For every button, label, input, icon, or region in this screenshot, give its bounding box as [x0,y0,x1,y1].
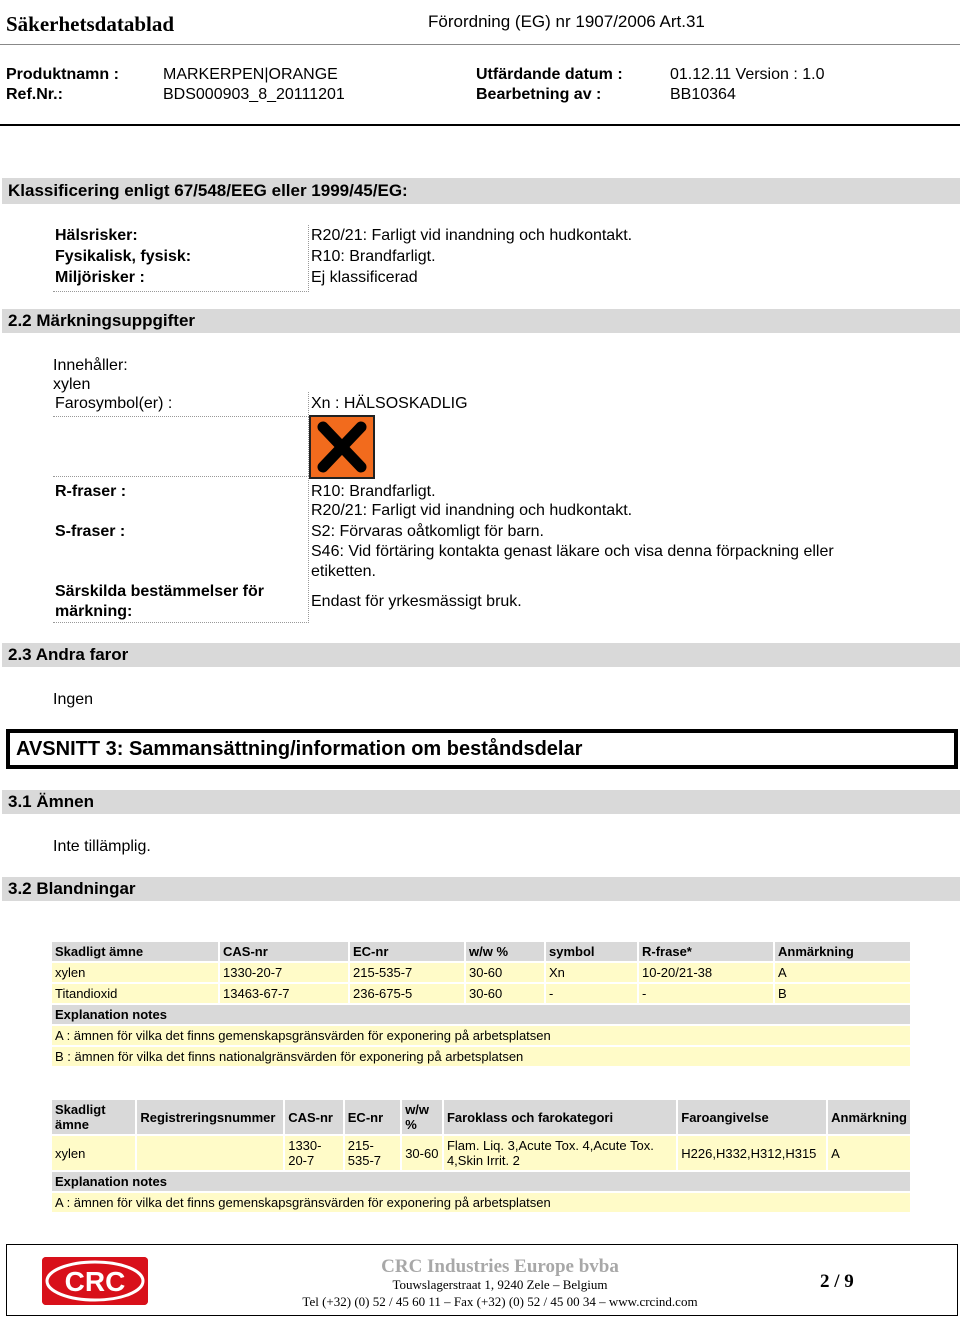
table-cell: 1330-20-7 [220,963,348,982]
col-header: symbol [546,942,637,961]
notes-heading: Explanation notes [52,1172,910,1191]
environment-risk-label: Miljörisker : [55,269,145,286]
col-header: EC-nr [345,1100,400,1134]
table-cell: - [546,984,637,1003]
meta-divider [0,124,960,126]
table-row [52,984,910,1003]
issue-date-label: Utfärdande datum : [476,66,623,83]
table-cell: xylen [52,963,218,982]
section-3-title: AVSNITT 3: Sammansättning/information om beståndsdelar [6,729,958,769]
s-phrases-label: S-fraser : [55,523,126,540]
s-phrase-2-cont: etiketten. [311,563,376,580]
labelling-heading: 2.2 Märkningsuppgifter [2,309,960,333]
ref-label: Ref.Nr.: [6,86,63,103]
substances-heading: 3.1 Ämnen [2,790,960,814]
clp-table [50,1098,912,1214]
note-a: A : ämnen för vilka det finns gemenskapsgränsvärden för exponering på arbetsplatsen [52,1026,910,1045]
header-divider [0,44,960,45]
svg-text:CRC: CRC [64,1266,126,1297]
r-phrases-label: R-fraser : [55,483,127,500]
harmful-x-icon [309,415,375,479]
notes-heading: Explanation notes [52,1005,910,1024]
col-header: CAS-nr [285,1100,343,1134]
table-cell: H226,H332,H312,H315 [678,1136,826,1170]
col-header: Anmärkning [828,1100,910,1134]
classification-heading: Klassificering enligt 67/548/EEG eller 1999/45/EG: [2,178,960,204]
table-row [52,1136,910,1170]
table-row [52,963,910,982]
table-cell: 13463-67-7 [220,984,348,1003]
composition-table [50,940,912,1068]
document-title: Säkerhetsdatablad [6,12,175,36]
r-phrase-2: R20/21: Farligt vid inandning och hudkontakt. [311,502,633,519]
substances-value: Inte tillämplig. [53,838,151,855]
environment-risk-value: Ej klassificerad [311,269,418,286]
contains-label: Innehåller: [53,357,128,374]
col-header: w/w % [466,942,544,961]
table-cell: 30-60 [402,1136,442,1170]
s-phrase-1: S2: Förvaras oåtkomligt för barn. [311,523,544,540]
page-number: 2 / 9 [820,1271,854,1292]
table-cell: 215-535-7 [350,963,464,982]
col-header: w/w % [402,1100,442,1134]
physical-risk-value: R10: Brandfarligt. [311,248,436,265]
special-provisions-label-2: märkning: [55,603,133,620]
table-cell: B [775,984,910,1003]
edited-by-value: BB10364 [670,86,736,103]
special-provisions-value: Endast för yrkesmässigt bruk. [311,593,522,610]
symbol-spacer [53,416,309,476]
table-cell: A [828,1136,910,1170]
product-name-label: Produktnamn : [6,66,119,83]
col-header: Registreringsnummer [137,1100,283,1134]
col-header: Skadligt ämne [52,942,218,961]
symbol-value: Xn : HÄLSOSKADLIG [311,395,468,412]
ref-value: BDS000903_8_20111201 [163,86,345,103]
table-cell: 236-675-5 [350,984,464,1003]
product-name-value: MARKERPEN|ORANGE [163,66,338,83]
col-header: Anmärkning [775,942,910,961]
crc-logo [42,1257,148,1305]
issue-date-value: 01.12.11 Version : 1.0 [670,66,825,83]
col-header: CAS-nr [220,942,348,961]
health-risk-value: R20/21: Farligt vid inandning och hudkontakt. [311,227,633,244]
regulation-text: Förordning (EG) nr 1907/2006 Art.31 [428,12,705,31]
special-provisions-label: Särskilda bestämmelser för [55,583,264,600]
table-cell: xylen [52,1136,135,1170]
table-cell: 215-535-7 [345,1136,400,1170]
table-cell [137,1136,283,1170]
col-header: Faroklass och farokategori [444,1100,676,1134]
company-address: Touwslagerstraat 1, 9240 Zele – Belgium [392,1277,608,1292]
table-cell: Titandioxid [52,984,218,1003]
health-risk-label: Hälsrisker: [55,227,138,244]
table-cell: 30-60 [466,984,544,1003]
s-phrase-2: S46: Vid förtäring kontakta genast läkare och visa denna förpackning eller [311,543,834,560]
table-cell: A [775,963,910,982]
mixtures-heading: 3.2 Blandningar [2,877,960,901]
table-cell: 30-60 [466,963,544,982]
col-header: Skadligt ämne [52,1100,135,1134]
company-name: CRC Industries Europe bvba [381,1256,619,1277]
table-cell: Flam. Liq. 3,Acute Tox. 4,Acute Tox. 4,Skin Irrit. 2 [444,1136,676,1170]
table-cell: - [639,984,773,1003]
col-header: EC-nr [350,942,464,961]
other-hazards-heading: 2.3 Andra faror [2,643,960,667]
company-contact: Tel (+32) (0) 52 / 45 60 11 – Fax (+32) (0) 52 / 45 00 34 – www.crcind.com [302,1294,698,1309]
table-cell: 10-20/21-38 [639,963,773,982]
note-b: B : ämnen för vilka det finns nationalgränsvärden för exponering på arbetsplatsen [52,1047,910,1066]
table-cell: 1330-20-7 [285,1136,343,1170]
edited-by-label: Bearbetning av : [476,86,602,103]
contains-value: xylen [53,376,91,393]
symbol-label: Farosymbol(er) : [55,395,173,412]
col-header: Faroangivelse [678,1100,826,1134]
table-cell: Xn [546,963,637,982]
col-header: R-frase* [639,942,773,961]
r-phrase-1: R10: Brandfarligt. [311,483,436,500]
physical-risk-label: Fysikalisk, fysisk: [55,248,192,265]
other-hazards-value: Ingen [53,691,94,708]
note-a: A : ämnen för vilka det finns gemenskapsgränsvärden för exponering på arbetsplatsen [52,1193,910,1212]
